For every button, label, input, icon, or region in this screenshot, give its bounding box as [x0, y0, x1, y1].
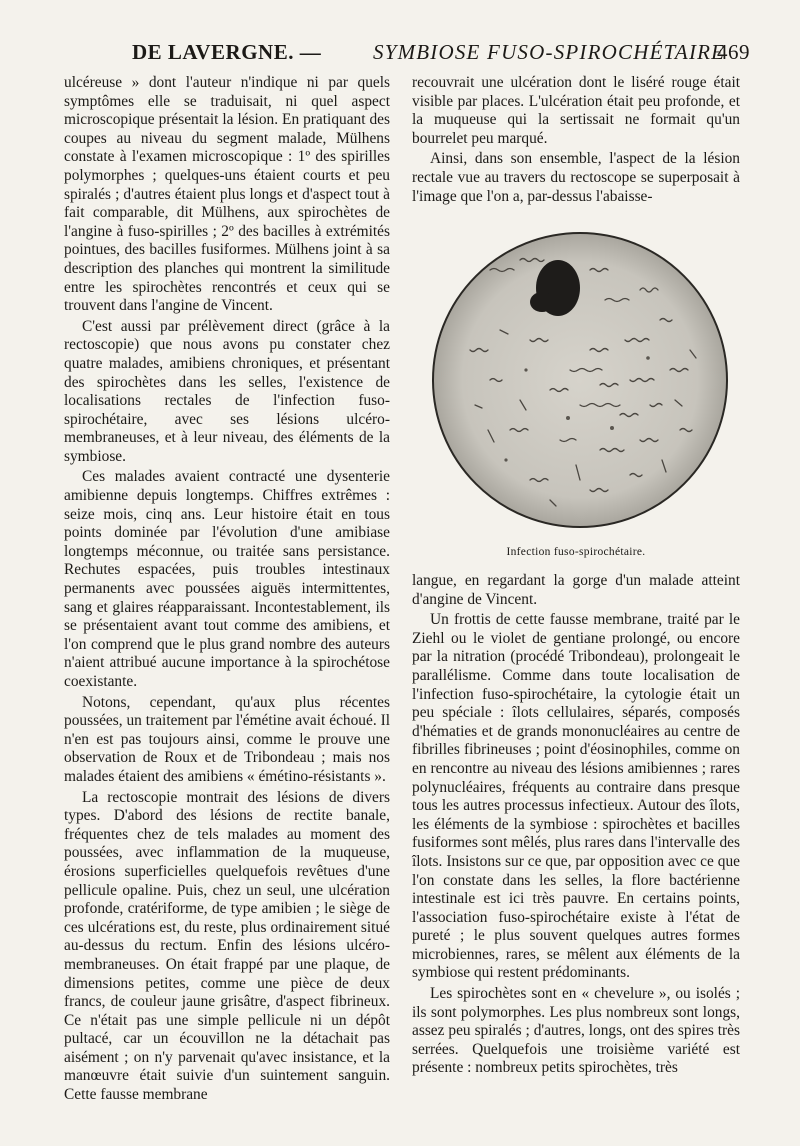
right-column-top	[412, 74, 740, 208]
paragraph: langue, en regardant la gorge d'un malade atteint d'angine de Vincent.	[412, 572, 740, 608]
paragraph: ulcéreuse » dont l'auteur n'indique ni par quels symptômes elle se traduisait, ni quel aspect microscopique présentait la lésion. En pratiquant des coupes au niveau du segment malade, Mülhens constate à l'examen microscopique : 1º des spirilles polymorphes ; quelques-uns étaient courts et peu spiralés ; d'autres étaient plus longs et d'aspect tout à fait comparable, dit Mülhens, aux spirochètes de l'angine à fuso-spirilles ; 2º des bacilles à extrémités pointues, des bacilles fusiformes. Mülhens joint à sa description des planches qui montrent la similitude entre les spirochètes rencontrés et ceux qui se trouvent dans l'angine de Vincent.	[64, 74, 390, 315]
figure-caption: Infection fuso-spirochétaire.	[506, 546, 646, 558]
paragraph: La rectoscopie montrait des lésions de divers types. D'abord des lésions de rectite banale, fréquentes chez de tels malades au moment des poussées, avec inflammation de la muqueuse, érosions superficielles quelquefois revêtues d'une pellicule opaline. Puis, chez un seul, une ulcération profonde, cratériforme, de type amibien ; le siège de ces ulcérations est, du reste, plus ordinairement situé au-dessus du rectum. Enfin des lésions ulcéro-membraneuses. On était frappé par une plaque, de dimensions petites, comme une pièce de deux francs, de couleur jaune grisâtre, d'aspect fibrineux. Ce n'était pas une simple pellicule ni un dépôt pultacé, car un écouvillon ne la détachait pas aisément ; on n'y parvenait qu'avec insistance, et la manœuvre était suivie d'un suintement sanguin. Cette fausse membrane	[64, 788, 390, 1104]
paragraph: Notons, cependant, qu'aux plus récentes poussées, un traitement par l'émétine avait échoué. Il n'en est pas toujours ainsi, comme le prouve une observation de Roux et de Tribondeau ; mais nos malades étaient des amibiens « émétino-résistants ».	[64, 693, 390, 785]
paragraph: Ainsi, dans son ensemble, l'aspect de la lésion rectale vue au travers du rectoscope se superposait à l'image que l'on a, par-dessus l'abaisse-	[412, 150, 740, 205]
left-column	[64, 74, 390, 1107]
running-header	[60, 40, 750, 70]
microscope-field-figure	[430, 230, 730, 530]
paragraph: Un frottis de cette fausse membrane, traité par le Ziehl ou le violet de gentiane prolongé, ou encore par la nitration (procédé Tribondeau), prolongeait le parallélisme. Comme dans toute localisation de l'infection fuso-spirochétaire, la cytologie était un peu spéciale : îlots cellulaires, séparés, composés d'hématies et de grands mononucléaires au centre de fibrilles fibrineuses ; point d'éosinophiles, comme on en rencontre au niveau des lésions amibiennes ; rares polynucléaires, fréquents au contraire dans presque tous les autres processus infectieux. Autour des îlots, les éléments de la symbiose : spirochètes et bacilles fusiformes sont mêlés, plus rares dans l'intervalle des îlots. Insistons sur ce que, par opposition avec ce que l'on constate dans les selles, la flore bactérienne intestinale est ici très pauvre. En certains points, l'association fuso-spirochétaire existe à l'état de pureté ; le plus souvent quelques autres formes microbiennes, rares, se mêlent aux éléments de la symbiose qui restent prédominants.	[412, 611, 740, 982]
paragraph: recouvrait une ulcération dont le liséré rouge était visible par places. L'ulcération était peu profonde, et la muqueuse qui la sertissait ne formait qu'un bourrelet peu marqué.	[412, 74, 740, 147]
paragraph: Ces malades avaient contracté une dysenterie amibienne depuis longtemps. Chiffres extrêmes : seize mois, cinq ans. Leur histoire était en tous points dominée par l'évolution d'une amibiase longtemps méconnue, ou traitée sans persistance. Rechutes espacées, puis troubles intestinaux permanents avec poussées aiguës intermittentes, sang et glaires réapparaissant. Incontestablement, ils se présentaient avant tout comme des amibiens, et l'on comprend que le plus grand nombre des auteurs n'aient attribué aucune importance à la spirochétose coexistante.	[64, 468, 390, 690]
page-number: 469	[717, 40, 750, 64]
right-column-bottom	[412, 572, 740, 1080]
header-author: DE LAVERGNE. —	[132, 40, 322, 64]
header-title: SYMBIOSE FUSO-SPIROCHÉTAIRE	[373, 40, 726, 64]
paragraph: C'est aussi par prélèvement direct (grâce à la rectoscopie) que nous avons pu constater chez quatre malades, amibiens chroniques, et présentant des spirochètes dans les selles, l'existence de localisations rectales de l'infection fuso-spirochétaire, avec ses lésions ulcéro-membraneuses, et à leur niveau, des éléments de la symbiose.	[64, 317, 390, 465]
paragraph: Les spirochètes sont en « chevelure », ou isolés ; ils sont polymorphes. Les plus nombreux sont longs, assez peu spiralés ; d'autres, longs, ont des spires très serrées. Quelquefois une troisième variété est présente : nombreux petits spirochètes, très	[412, 985, 740, 1077]
microscope-field-image	[430, 230, 730, 530]
